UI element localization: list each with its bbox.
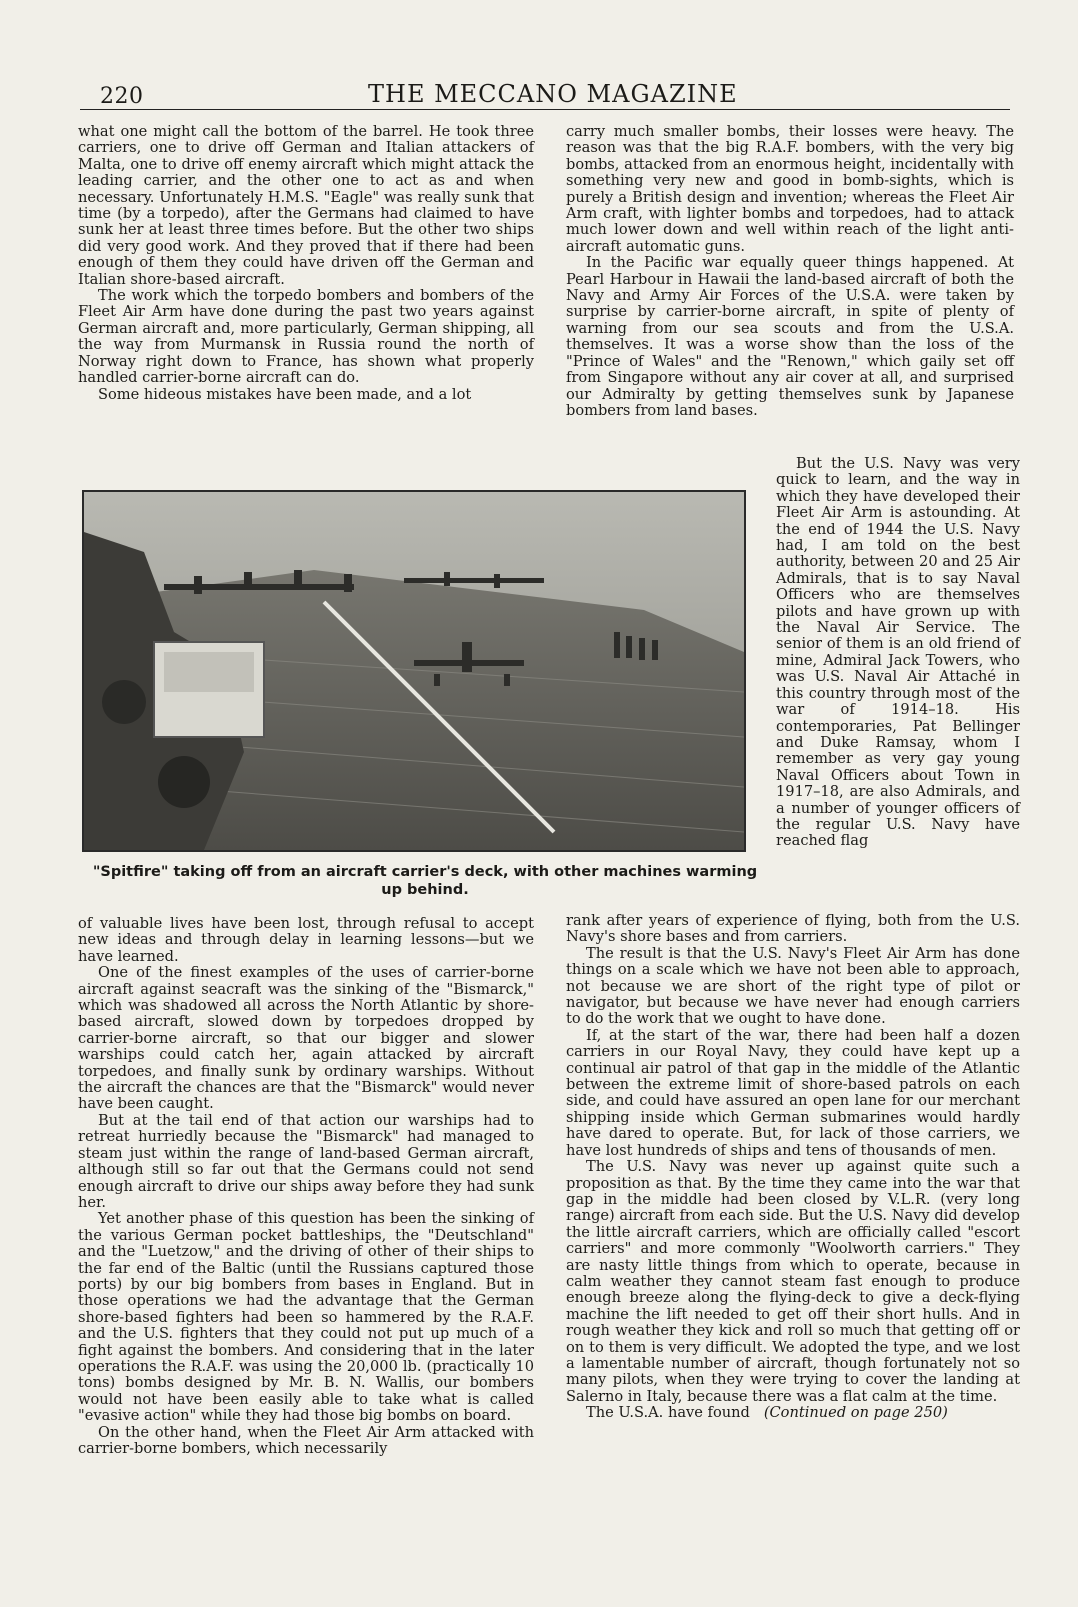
- paragraph: rank after years of experience of flying, both from the U.S. Navy's shore bases and from carriers.: [566, 912, 1020, 946]
- paragraph: Yet another phase of this question has been the sinking of the various German pocket battleships, the "Deutschland" and the "Luetzow," and the driving of other of their ships to the far end of the Baltic (until the Russians captured those ports) by our big bombers from bases in England. But in those operations we had the advantage that the German shore-based fighters had been so hammered by the R.A.F. and the U.S. fighters that they could not put up much of a fight against the bombers. And considering that in the later operations the R.A.F. was using the 20,000 lb. (practically 10 tons) bombs designed by Mr. B. N. Wallis, our bombers would not have been easily able to take what is called "evasive action" while they had those big bombs on board.: [78, 1210, 534, 1425]
- paragraph: If, at the start of the war, there had been half a dozen carriers in our Royal Navy, they could have kept up a continual air patrol of that gap in the middle of the Atlantic between the extreme limit of shore-based patrols on each side, and could have assured an open lane for our merchant shipping inside which German submarines would hardly have dared to operate. But, for lack of those carriers, we have lost hundreds of ships and tens of thousands of men.: [566, 1026, 1020, 1159]
- magazine-title: THE MECCANO MAGAZINE: [368, 80, 738, 108]
- paragraph: what one might call the bottom of the barrel. He took three carriers, one to drive off German and Italian attackers of Malta, one to drive off enemy aircraft which might attack the leading carrier, and the other one to act as and when necessary. Unfortunately H.M.S. "Eagle" was really sunk that time (by a torpedo), after the Germans had claimed to have sunk her at least three times before. But the other two ships did very good work. And they proved that if there had been enough of them they could have driven off the German and Italian shore-based aircraft.: [78, 123, 534, 288]
- last-paragraph: [566, 1405, 1020, 1421]
- paragraph: carry much smaller bombs, their losses were heavy. The reason was that the big R.A.F. bombers, with the very big bombs, attacked from an enormous height, incidentally with something very new and good in bomb-sights, which is purely a British design and invention; whereas the Fleet Air Arm craft, with lighter bombs and torpedoes, had to attack much lower down and well within reach of the light anti-aircraft automatic guns.: [566, 123, 1014, 255]
- left-column-bottom: [78, 916, 534, 1457]
- aircraft-carrier-photo: [82, 490, 746, 852]
- right-column-top: [566, 124, 1014, 419]
- paragraph: The work which the torpedo bombers and bombers of the Fleet Air Arm have done during the past two years against German aircraft and, more particularly, German shipping, all the way from Murmansk in Russia round the north of Norway right down to France, has shown what properly handled carrier-borne aircraft can do.: [78, 287, 534, 387]
- paragraph-text: The U.S.A. have found: [586, 1404, 750, 1422]
- page-number: 220: [100, 84, 144, 109]
- paragraph: On the other hand, when the Fleet Air Arm attacked with carrier-borne bombers, which necessarily: [78, 1423, 534, 1457]
- paragraph: Some hideous mistakes have been made, and a lot: [98, 385, 472, 403]
- carrier-deck-image: [84, 492, 744, 850]
- paragraph: One of the finest examples of the uses of carrier-borne aircraft against seacraft was the sinking of the "Bismarck," which was shadowed all across the North Atlantic by shore-based aircraft, slowed down by torpedoes dropped by carrier-borne aircraft, so that our bigger and slower warships could catch her, again attacked by aircraft torpedoes, and finally sunk by ordinary warships. Without the aircraft the chances are that the "Bismarck" would never have been caught.: [78, 964, 534, 1113]
- left-column-top: [78, 124, 534, 403]
- paragraph: The result is that the U.S. Navy's Fleet Air Arm has done things on a scale which we have not been able to approach, not because we are short of the right type of pilot or navigator, but because we have never had enough carriers to do the work that we ought to have done.: [566, 944, 1020, 1028]
- photo-caption: "Spitfire" taking off from an aircraft carrier's deck, with other machines warming up behind.: [92, 864, 758, 898]
- paragraph: The U.S. Navy was never up against quite such a proposition as that. By the time they came into the war that gap in the middle had been closed by V.L.R. (very long range) aircraft from each side. But the U.S. Navy did develop the little aircraft carriers, which are officially called "escort carriers" and more commonly "Woolworth carriers." They are nasty little things from which to operate, because in calm weather they cannot steam fast enough to produce enough breeze along the flying-deck to give a deck-flying machine the lift needed to get off their short hulls. And in rough weather they kick and roll so much that getting off or on to them is very difficult. We adopted the type, and we lost a lamentable number of aircraft, though fortunately not so many pilots, when they were trying to cover the landing at Salerno in Italy, because there was a flat calm at the time.: [566, 1158, 1020, 1405]
- paragraph: of valuable lives have been lost, through refusal to accept new ideas and through delay in learning lessons—but we have learned.: [78, 915, 534, 965]
- continued-note: (Continued on page 250): [763, 1404, 948, 1422]
- paragraph: But at the tail end of that action our warships had to retreat hurriedly because the "Bismarck" had managed to steam just within the range of land-based German aircraft, although still so far out that the Germans could not send enough aircraft to drive our ships away before they had sunk her.: [78, 1111, 534, 1211]
- header-rule: [80, 109, 1010, 110]
- right-column-narrow: [776, 456, 1020, 850]
- paragraph: In the Pacific war equally queer things happened. At Pearl Harbour in Hawaii the land-based aircraft of both the Navy and Army Air Forces of the U.S.A. were taken by surprise by carrier-borne aircraft, in spite of plenty of warning from our sea scouts and from the U.S.A. themselves. It was a worse show than the loss of the "Prince of Wales" and the "Renown," which gaily set off from Singapore without any air cover at all, and surprised our Admiralty by getting themselves sunk by Japanese bombers from land bases.: [566, 254, 1014, 419]
- right-column-bottom: [566, 913, 1020, 1422]
- paragraph: But the U.S. Navy was very quick to learn, and the way in which they have developed their Fleet Air Arm is astounding. At the end of 1944 the U.S. Navy had, I am told on the best authority, between 20 and 25 Air Admirals, that is to say Naval Officers who are themselves pilots and have grown up with the Naval Air Service. The senior of them is an old friend of mine, Admiral Jack Towers, who was U.S. Naval Air Attaché in this country through most of the war of 1914–18. His contemporaries, Pat Bellinger and Duke Ramsay, whom I remember as very gay young Naval Officers about Town in 1917–18, are also Admirals, and a number of younger officers of the regular U.S. Navy have reached flag: [776, 455, 1020, 850]
